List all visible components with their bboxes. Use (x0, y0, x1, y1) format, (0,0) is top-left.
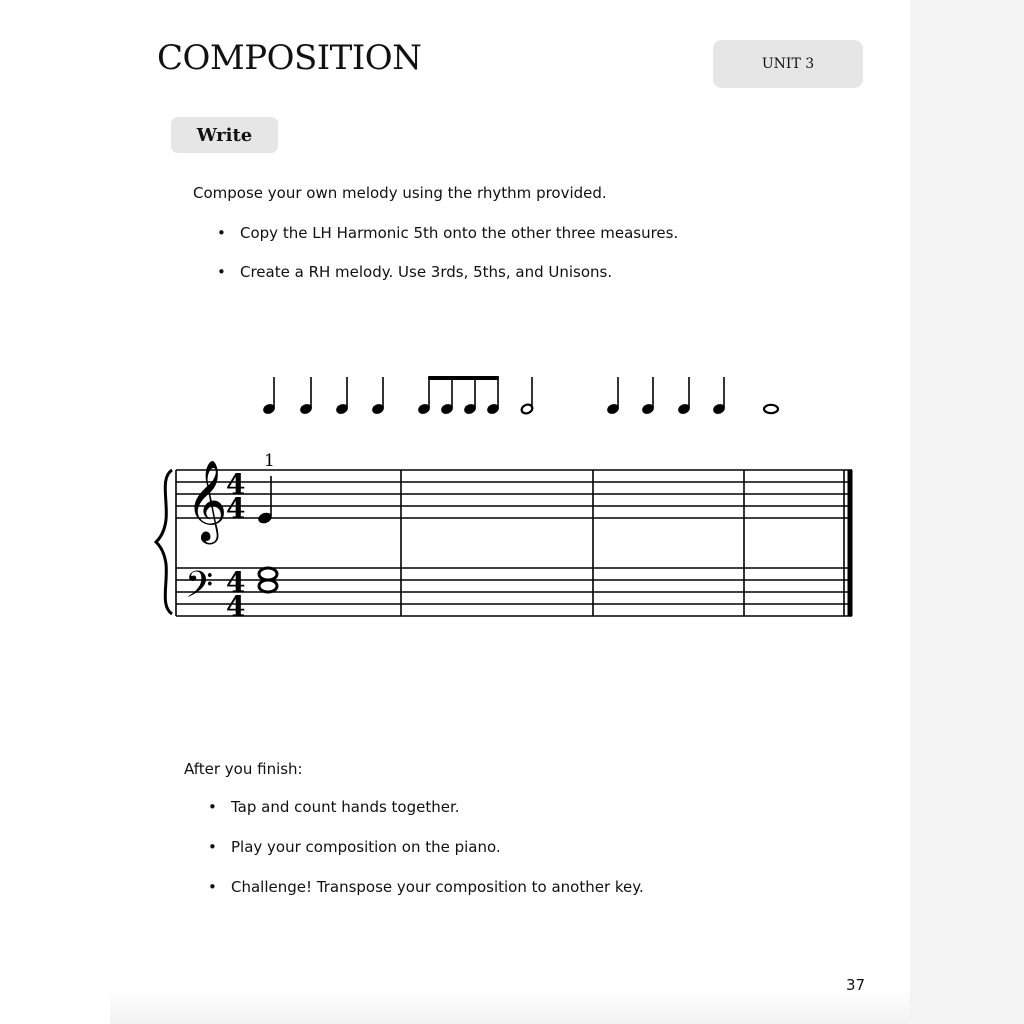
measure-number: 1 (264, 451, 275, 471)
section-label: Write (171, 117, 278, 153)
lh-whole-note (259, 580, 277, 592)
bullet-marker: • (217, 263, 226, 281)
treble-staff (176, 470, 852, 518)
time-signature-top: 4 (226, 566, 246, 599)
instruction-bullet-2: Create a RH melody. Use 3rds, 5ths, and Unisons. (240, 263, 613, 281)
bullet-marker: • (208, 838, 217, 856)
page-number: 37 (846, 976, 866, 994)
bullet-marker: • (208, 878, 217, 896)
bullet-marker: • (217, 224, 226, 242)
after-bullet-2: Play your composition on the piano. (231, 838, 501, 856)
treble-clef-icon: 𝄞 (186, 459, 228, 541)
unit-badge: UNIT 3 (713, 40, 863, 88)
instruction-intro: Compose your own melody using the rhythm provided. (193, 184, 607, 202)
page-title: COMPOSITION (157, 38, 422, 78)
lh-whole-note (259, 568, 277, 580)
bullet-marker: • (208, 798, 217, 816)
instruction-bullet-1: Copy the LH Harmonic 5th onto the other three measures. (240, 224, 679, 242)
time-signature-bottom: 4 (226, 492, 246, 525)
time-signature-bottom: 4 (226, 590, 246, 623)
after-bullet-3: Challenge! Transpose your composition to another key. (231, 878, 644, 896)
brace-icon (156, 470, 172, 614)
time-signature-top: 4 (226, 468, 246, 501)
after-bullet-1: Tap and count hands together. (231, 798, 460, 816)
bass-clef-icon: 𝄢 (185, 564, 214, 615)
after-heading: After you finish: (184, 760, 303, 778)
